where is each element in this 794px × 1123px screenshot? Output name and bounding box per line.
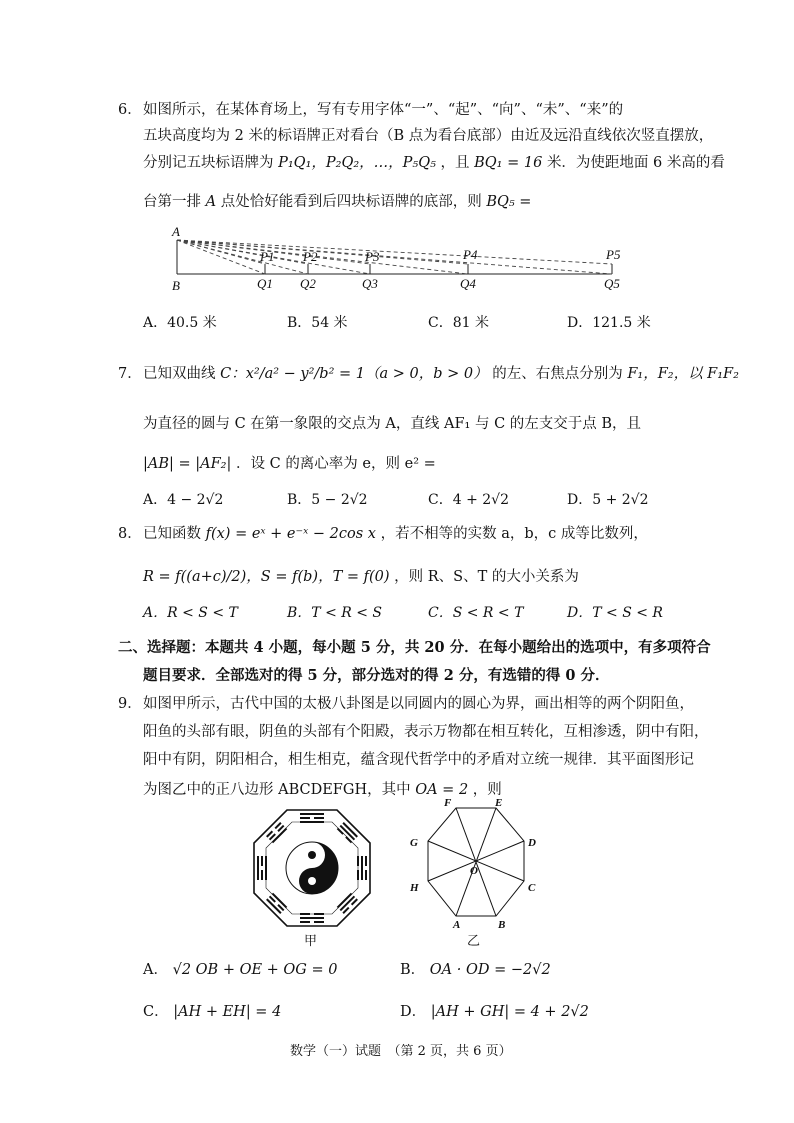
q7-ab-formula: |AB| = |AF₂| (143, 456, 232, 472)
fig-label-B: B (172, 278, 180, 293)
section-2-instructions: 题目要求．全部选对的得 5 分，部分选对的得 2 分，有选错的得 0 分． (143, 667, 610, 684)
fig-label-Q1: Q1 (257, 276, 273, 291)
section-2-heading: 二、选择题：本题共 4 小题，每小题 5 分，共 20 分．在每小题给出的选项中，有多项符合 (118, 639, 711, 656)
page-footer: 数学（一）试题 （第 2 页，共 6 页） (290, 1044, 512, 1059)
oct-label-C: C (528, 882, 536, 894)
caption-jia: 甲 (304, 934, 318, 949)
fig-label-P4: P4 (463, 247, 478, 262)
q6-choice-a[interactable]: A．40.5 米 (143, 315, 217, 331)
fig-label-P5: P5 (606, 247, 621, 262)
fig-label-A: A (172, 224, 180, 239)
q9-choice-b[interactable] (400, 958, 551, 979)
q9-choice-b-math: OA · OD = −2√2 (429, 962, 551, 978)
q9-line-1: 如图甲所示，古代中国的太极八卦图是以同圆内的圆心为界，画出相等的两个阴阳鱼， (143, 696, 694, 712)
q8-line-1-c: ，若不相等的实数 a，b，c 成等比数列， (380, 526, 648, 542)
q7-choice-b[interactable]: B．5 − 2√2 (287, 492, 368, 508)
oct-label-D: D (528, 837, 536, 849)
fig-label-Q4: Q4 (460, 276, 476, 291)
q7-line-3 (143, 452, 436, 473)
q7-choice-d[interactable]: D．5 + 2√2 (567, 492, 649, 508)
q6-line-3-c: ，且 (440, 155, 470, 171)
q9-choice-a-math: √2 OB + OE + OG = 0 (172, 962, 338, 978)
q6-line-3 (143, 151, 725, 172)
q6-line-1: 如图所示，在某体育场上，写有专用字体“一”、“起”、“向”、“未”、“来”的 (143, 102, 624, 118)
q7-line-1-a: 已知双曲线 (143, 366, 216, 382)
fig-label-Q3: Q3 (362, 276, 378, 291)
bagua-figure (252, 808, 372, 928)
fig-label-Q5: Q5 (604, 276, 620, 291)
q9-choice-d-label: D． (400, 1004, 427, 1020)
q9-choice-a-label: A． (143, 962, 168, 978)
q9-line-4-a: 为图乙中的正八边形 ABCDEFGH，其中 (143, 782, 411, 798)
octagon-figure (398, 796, 554, 936)
fig-label-Q2: Q2 (300, 276, 316, 291)
q9-number: 9． (118, 696, 142, 712)
oct-label-O: O (470, 865, 478, 877)
q7-line-3-b: ．设 C 的离心率为 e，则 e² = (236, 456, 436, 472)
q7-line-1 (143, 362, 739, 383)
taiji-symbol (286, 842, 338, 894)
q9-choice-c-label: C． (143, 1004, 169, 1020)
q7-foci-formula: F₁，F₂，以 F₁F₂ (627, 366, 739, 382)
caption-yi: 乙 (467, 934, 481, 949)
q7-line-1-c: 的左、右焦点分别为 (492, 366, 623, 382)
q7-choice-c[interactable]: C．4 + 2√2 (428, 492, 509, 508)
q9-oa-formula: OA = 2 (415, 782, 469, 798)
oct-label-F: F (444, 797, 452, 809)
q9-choice-c-math: |AH + EH| = 4 (173, 1004, 282, 1020)
q6-point-a: A (205, 194, 217, 210)
q8-line-2-b: ，则 R、S、T 的大小关系为 (394, 569, 579, 585)
q9-line-2: 阳鱼的头部有眼，阴鱼的头部有个阳殿，表示万物都在相互转化，互相渗透，阴中有阳， (143, 724, 709, 740)
q6-choice-d[interactable]: D．121.5 米 (567, 315, 651, 331)
q8-line-1 (143, 522, 648, 543)
q6-bq1-formula: BQ₁ = 16 (474, 155, 543, 171)
oct-label-H: H (410, 882, 419, 894)
q8-rst-formula: R = f((a+c)/2)，S = f(b)，T = f(0) (143, 569, 390, 585)
q8-choice-a[interactable]: A．R < S < T (143, 605, 238, 621)
q9-choice-a[interactable] (143, 958, 337, 979)
q6-line-3-a: 分别记五块标语牌为 (143, 155, 274, 171)
q6-line-4-a: 台第一排 (143, 194, 201, 210)
q6-line-4-c: 点处恰好能看到后四块标语牌的底部，则 (220, 194, 482, 210)
q7-line-2: 为直径的圆与 C 在第一象限的交点为 A，直线 AF₁ 与 C 的左支交于点 B，且 (143, 416, 642, 432)
q8-choice-c[interactable]: C．S < R < T (428, 605, 524, 621)
q8-function-formula: f(x) = eˣ + e⁻ˣ − 2cos x (205, 526, 376, 542)
q6-line-2: 五块高度均为 2 米的标语牌正对看台（B 点为看台底部）由近及远沿直线依次竖直摆放， (143, 128, 714, 144)
q6-line-4 (143, 190, 531, 211)
q8-line-1-a: 已知函数 (143, 526, 201, 542)
q6-figure (160, 224, 640, 296)
q9-choice-d-math: |AH + GH| = 4 + 2√2 (430, 1004, 589, 1020)
q6-bq5-formula: BQ₅ = (486, 194, 532, 210)
fig-label-P2: P2 (303, 249, 318, 264)
q7-number: 7． (118, 366, 142, 382)
q6-choice-c[interactable]: C．81 米 (428, 315, 489, 331)
q6-choice-b[interactable]: B．54 米 (287, 315, 348, 331)
fig-label-P3: P3 (365, 249, 380, 264)
oct-label-B: B (498, 919, 506, 931)
oct-label-G: G (410, 837, 418, 849)
q8-choice-b[interactable]: B．T < R < S (287, 605, 383, 621)
q8-line-2 (143, 565, 579, 586)
q9-line-4-c: ，则 (472, 782, 502, 798)
oct-label-E: E (495, 797, 503, 809)
q9-line-3: 阳中有阴，阴阳相合，相生相克，蕴含现代哲学中的矛盾对立统一规律．其平面图形记 (143, 752, 694, 768)
q6-number: 6． (118, 102, 142, 118)
q9-choice-b-label: B． (400, 962, 426, 978)
oct-label-A: A (453, 919, 461, 931)
q9-choice-c[interactable] (143, 1000, 281, 1021)
q6-signs-formula: P₁Q₁，P₂Q₂，…，P₅Q₅ (278, 155, 436, 171)
q8-choice-d[interactable]: D．T < S < R (567, 605, 663, 621)
fig-label-P1: P1 (260, 249, 275, 264)
q7-hyperbola-formula: C：x²/a² − y²/b² = 1（a > 0，b > 0） (220, 366, 488, 382)
q7-choice-a[interactable]: A．4 − 2√2 (143, 492, 224, 508)
q8-number: 8． (118, 526, 142, 542)
q6-line-3-e: 米．为使距地面 6 米高的看 (546, 155, 725, 171)
q9-choice-d[interactable] (400, 1000, 589, 1021)
